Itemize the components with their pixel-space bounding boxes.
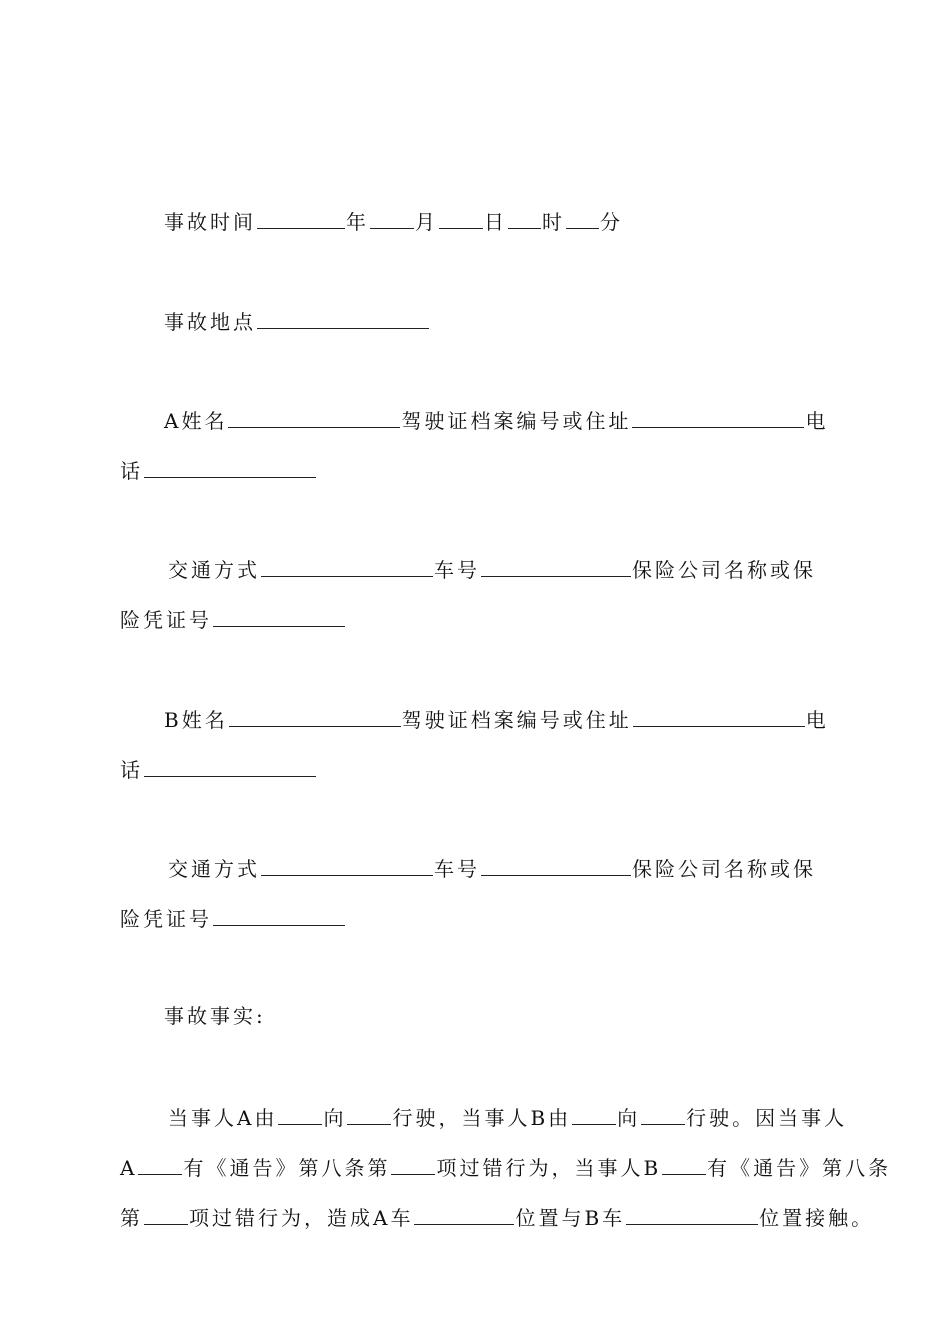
party-b-phone-line: [120, 756, 840, 782]
a-to-blank[interactable]: [347, 1104, 391, 1125]
b-from-blank[interactable]: [572, 1104, 616, 1125]
b-to-blank[interactable]: [641, 1104, 685, 1125]
party-a-insurer-label-start: 保险公司名称或保: [632, 558, 816, 582]
party-b-transport-line: [168, 855, 840, 881]
facts-line-1: [168, 1104, 848, 1130]
party-a-car-label: 车号: [434, 558, 480, 582]
party-b-insurer-label-end: 险凭证号: [120, 907, 212, 931]
party-a-car-blank[interactable]: [481, 556, 631, 577]
party-b-transport-blank[interactable]: [261, 855, 433, 876]
party-a-name-line: [164, 407, 840, 433]
accident-facts-label: 事故事实:: [164, 1004, 266, 1028]
day-label: 日: [484, 210, 507, 234]
party-b-insurer-blank[interactable]: [213, 905, 345, 926]
facts-text: 当事人A由: [168, 1106, 278, 1130]
hour-label: 时: [542, 210, 565, 234]
year-blank[interactable]: [257, 208, 345, 229]
party-a-phone-label-end: 话: [120, 459, 143, 483]
party-a-transport-blank[interactable]: [261, 556, 433, 577]
accident-place-label: 事故地点: [164, 310, 256, 334]
party-b-license-blank[interactable]: [633, 706, 805, 727]
party-b-license-label: 驾驶证档案编号或住址: [401, 708, 632, 732]
facts-text: 向: [323, 1106, 347, 1130]
facts-line-3: [120, 1204, 875, 1230]
party-a-name-label: A姓名: [164, 409, 228, 433]
facts-text: 行驶。因当事人: [686, 1106, 848, 1130]
party-b-name-label: B姓名: [164, 708, 228, 732]
party-b-phone-label-end: 话: [120, 758, 143, 782]
party-b-car-blank[interactable]: [481, 855, 631, 876]
a-fault-blank[interactable]: [138, 1154, 182, 1175]
facts-text: 项过错行为，造成A车: [189, 1206, 414, 1230]
b-fault-blank[interactable]: [662, 1154, 706, 1175]
place-blank[interactable]: [257, 308, 429, 329]
party-b-insurer-label-start: 保险公司名称或保: [632, 857, 816, 881]
a-from-blank[interactable]: [278, 1104, 322, 1125]
accident-time-label: 事故时间: [164, 210, 256, 234]
party-a-name-blank[interactable]: [228, 407, 400, 428]
party-a-insurer-blank[interactable]: [213, 606, 345, 627]
party-a-license-label: 驾驶证档案编号或住址: [401, 409, 632, 433]
party-b-phone-label-start: 电: [805, 708, 829, 732]
party-a-insurer-line: [120, 606, 840, 632]
party-a-transport-label: 交通方式: [168, 558, 260, 582]
minute-label: 分: [600, 210, 623, 234]
party-b-transport-label: 交通方式: [168, 857, 260, 881]
facts-text: 有《通告》第八条: [707, 1156, 892, 1180]
year-label: 年: [346, 210, 369, 234]
accident-time-line: [164, 208, 884, 234]
party-b-insurer-line: [120, 905, 840, 931]
month-blank[interactable]: [370, 208, 414, 229]
facts-text: 行驶，当事人B由: [392, 1106, 572, 1130]
facts-text: 向: [617, 1106, 641, 1130]
month-label: 月: [415, 210, 438, 234]
party-a-license-blank[interactable]: [632, 407, 804, 428]
b-fault-item-blank[interactable]: [144, 1204, 188, 1225]
facts-text: 有《通告》第八条第: [183, 1156, 391, 1180]
facts-text: A: [120, 1156, 138, 1180]
party-b-name-blank[interactable]: [229, 706, 401, 727]
accident-place-line: [164, 308, 884, 334]
party-a-transport-line: [168, 556, 840, 582]
facts-line-2: [120, 1154, 892, 1180]
party-b-name-line: [164, 706, 840, 732]
accident-facts-heading: [164, 1004, 884, 1028]
hour-blank[interactable]: [508, 208, 541, 229]
party-a-phone-line: [120, 457, 840, 483]
b-car-position-blank[interactable]: [626, 1204, 758, 1225]
facts-text: 位置与B车: [515, 1206, 626, 1230]
a-fault-item-blank[interactable]: [391, 1154, 435, 1175]
party-a-insurer-label-end: 险凭证号: [120, 608, 212, 632]
day-blank[interactable]: [439, 208, 483, 229]
party-b-car-label: 车号: [434, 857, 480, 881]
facts-text: 项过错行为，当事人B: [436, 1156, 662, 1180]
party-b-phone-blank[interactable]: [144, 756, 316, 777]
a-car-position-blank[interactable]: [414, 1204, 514, 1225]
facts-text: 第: [120, 1206, 143, 1230]
facts-text: 位置接触。: [759, 1206, 875, 1230]
party-a-phone-label-start: 电: [805, 409, 829, 433]
minute-blank[interactable]: [566, 208, 599, 229]
party-a-phone-blank[interactable]: [144, 457, 316, 478]
